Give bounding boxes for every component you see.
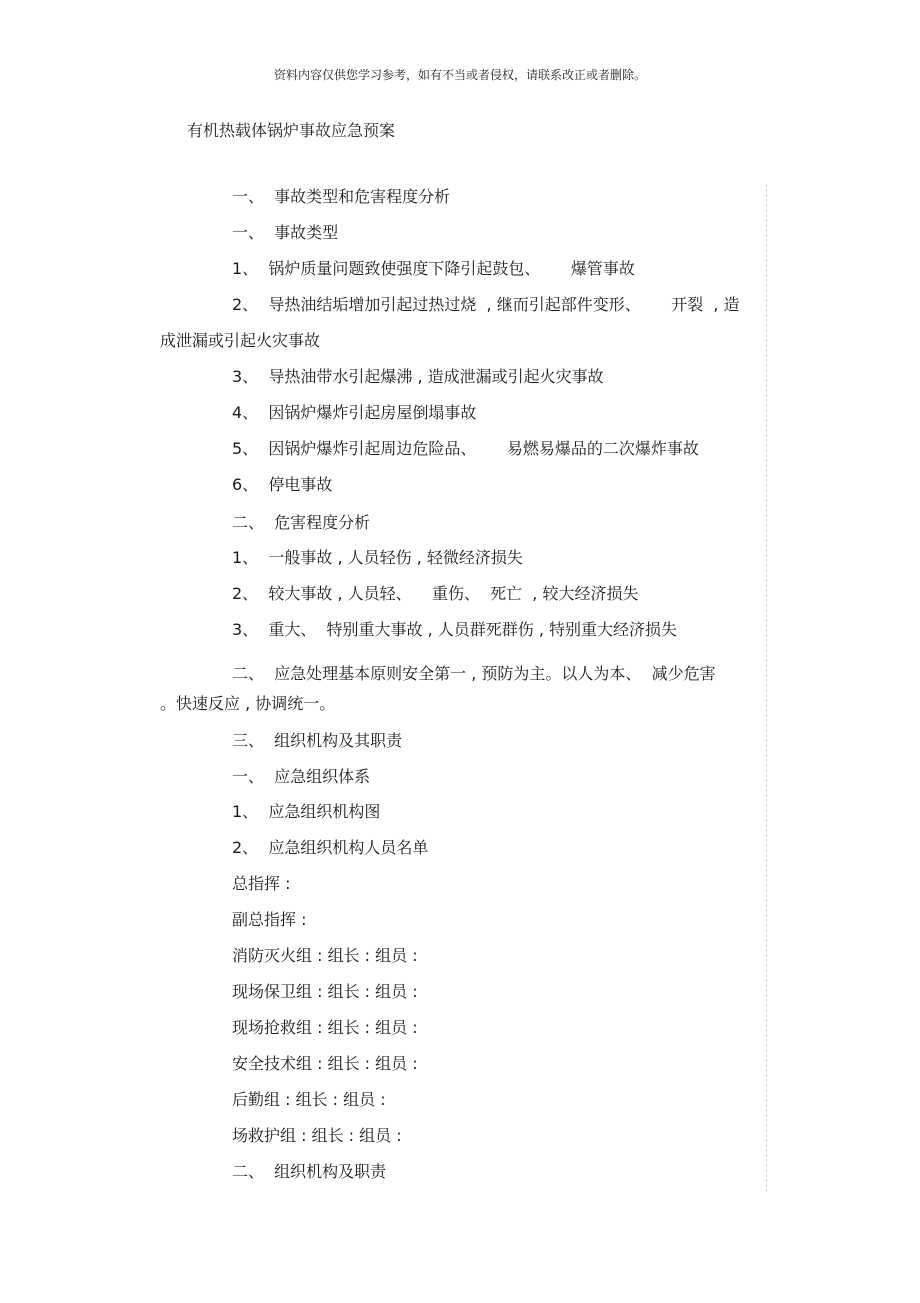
- list-item-type-1: 1、 锅炉质量问题致使强度下降引起鼓包、 爆管事故: [232, 259, 635, 278]
- list-item-type-2: 2、 导热油结垢增加引起过热过烧 , 继而引起部件变形、 开裂 , 造: [232, 295, 740, 314]
- list-item-type-5: 5、 因锅炉爆炸引起周边危险品、 易燃易爆品的二次爆炸事故: [232, 439, 699, 458]
- section-heading-organization: 三、 组织机构及其职责: [232, 731, 403, 750]
- list-item-type-4: 4、 因锅炉爆炸引起房屋倒塌事故: [232, 403, 477, 422]
- section-principles: 二、 应急处理基本原则安全第一 , 预防为主。以人为本、 减少危害: [232, 664, 716, 683]
- subheading-emergency-system: 一、 应急组织体系: [232, 767, 371, 786]
- roster-logistics-team: 后勤组 : 组长 : 组员 :: [232, 1090, 386, 1109]
- list-item-type-2-cont: 成泄漏或引起火灾事故: [160, 331, 321, 350]
- list-item-personnel-list: 2、 应急组织机构人员名单: [232, 838, 429, 857]
- roster-medical-team: 场救护组 : 组长 : 组员 :: [232, 1126, 402, 1145]
- list-item-type-6: 6、 停电事故: [232, 475, 333, 494]
- roster-firefighting-team: 消防灭火组 : 组长 : 组员 :: [232, 946, 418, 965]
- roster-rescue-team: 现场抢救组 : 组长 : 组员 :: [232, 1018, 418, 1037]
- subheading-severity: 二、 危害程度分析: [232, 513, 371, 532]
- roster-security-team: 现场保卫组 : 组长 : 组员 :: [232, 982, 418, 1001]
- document-title: 有机热载体锅炉事故应急预案: [187, 121, 396, 140]
- page-disclaimer: 资料内容仅供您学习参考，如有不当或者侵权，请联系改正或者删除。: [273, 68, 646, 82]
- roster-safety-tech-team: 安全技术组 : 组长 : 组员 :: [232, 1054, 418, 1073]
- subheading-org-duties: 二、 组织机构及职责: [232, 1162, 387, 1181]
- subheading-accident-types: 一、 事故类型: [232, 223, 339, 242]
- list-item-type-3: 3、 导热油带水引起爆沸 , 造成泄漏或引起火灾事故: [232, 367, 604, 386]
- list-item-severity-3: 3、 重大、 特别重大事故 , 人员群死群伤 , 特别重大经济损失: [232, 620, 678, 639]
- section-principles-cont: 。快速反应 , 协调统一。: [160, 694, 336, 713]
- section-heading-hazard-analysis: 一、 事故类型和危害程度分析: [232, 187, 451, 206]
- list-item-severity-1: 1、 一般事故 , 人员轻伤 , 轻微经济损失: [232, 548, 523, 567]
- list-item-org-chart: 1、 应急组织机构图: [232, 802, 381, 821]
- roster-deputy-commander: 副总指挥 :: [232, 910, 307, 929]
- roster-commander: 总指挥 :: [232, 874, 291, 893]
- list-item-severity-2: 2、 较大事故 , 人员轻、 重伤、 死亡 , 较大经济损失: [232, 584, 639, 603]
- right-margin-rule: [766, 184, 767, 1192]
